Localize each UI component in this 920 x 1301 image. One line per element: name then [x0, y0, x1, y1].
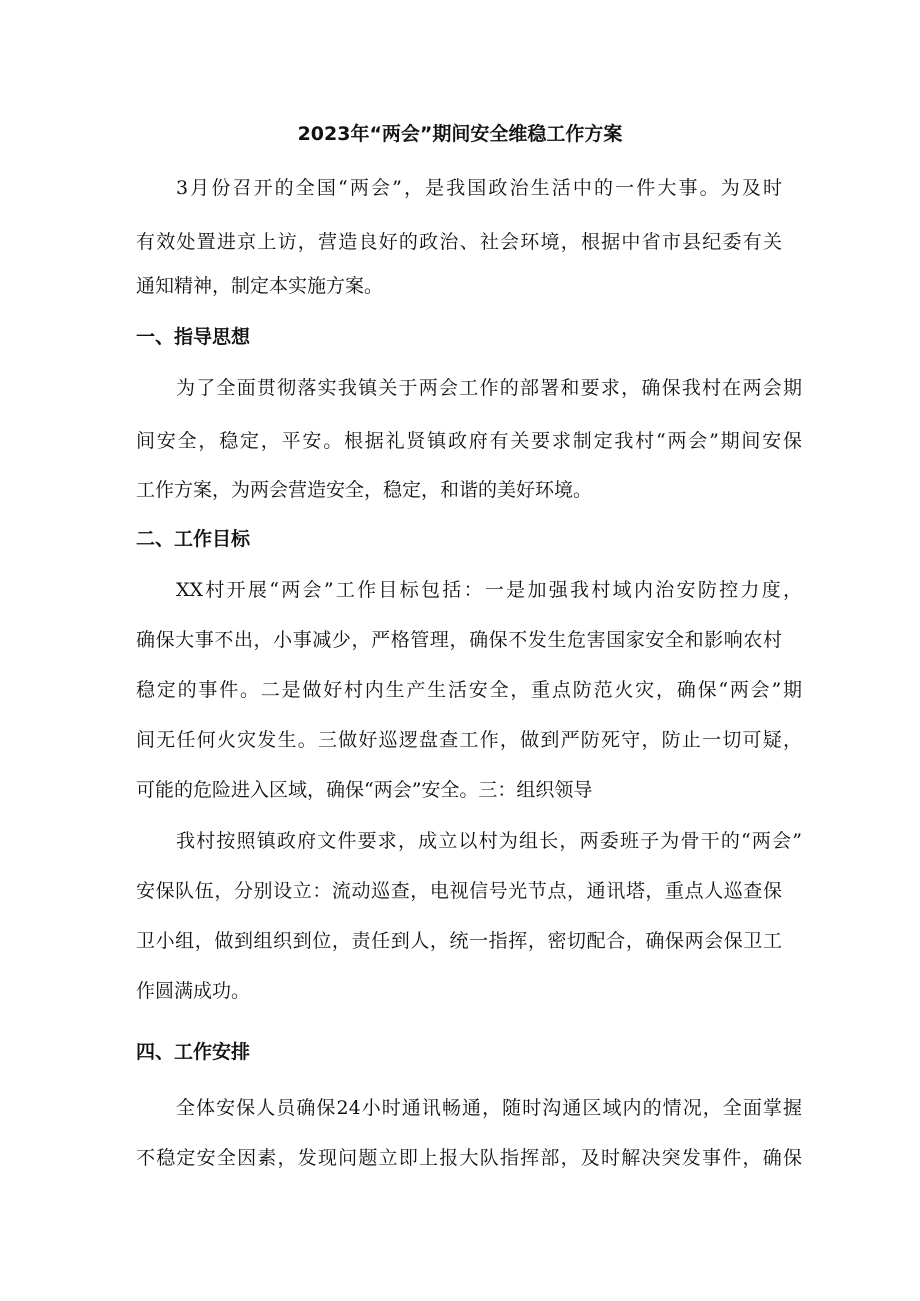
- section2-line-2: 确保大事不出，小事减少，严格管理，确保不发生危害国家安全和影响农村: [136, 629, 782, 651]
- section3-line-1: 我村按照镇政府文件要求，成立以村为组长，两委班子为骨干的“两会”: [176, 830, 802, 852]
- section2-line-5: 可能的危险进入区域，确保“两会”安全。三：组织领导: [136, 779, 593, 801]
- intro-line-3: 通知精神，制定本实施方案。: [136, 275, 384, 297]
- section-heading-work-arrangement: 四、工作安排: [136, 1041, 251, 1063]
- section4-line-1: 全体安保人员确保24小时通讯畅通，随时沟通区域内的情况，全面掌握: [176, 1097, 802, 1119]
- section3-line-2: 安保队伍，分别设立：流动巡查，电视信号光节点，通讯塔，重点人巡查保: [136, 880, 782, 902]
- section2-line-4: 间无任何火灾发生。三做好巡逻盘查工作，做到严防死守，防止一切可疑，: [136, 729, 802, 751]
- section2-line-1: XX村开展“两会”工作目标包括：一是加强我村域内治安防控力度，: [176, 579, 802, 601]
- section1-line-3: 工作方案，为两会营造安全，稳定，和谐的美好环境。: [136, 479, 593, 501]
- section-heading-guiding-ideology: 一、指导思想: [136, 326, 251, 348]
- section1-line-1: 为了全面贯彻落实我镇关于两会工作的部署和要求，确保我村在两会期: [176, 377, 802, 399]
- intro-line-1: 3月份召开的全国“两会”，是我国政治生活中的一件大事。为及时: [176, 177, 782, 199]
- section3-line-4: 作圆满成功。: [136, 980, 251, 1002]
- document-title: 2023年“两会”期间安全维稳工作方案: [297, 123, 623, 145]
- intro-line-2: 有效处置进京上访，营造良好的政治、社会环境，根据中省市县纪委有关: [136, 231, 782, 253]
- section1-line-2: 间安全，稳定，平安。根据礼贤镇政府有关要求制定我村“两会”期间安保: [136, 430, 802, 452]
- section2-line-3: 稳定的事件。二是做好村内生产生活安全，重点防范火灾，确保“两会”期: [136, 679, 802, 701]
- section-heading-work-goals: 二、工作目标: [136, 528, 251, 550]
- section4-line-2: 不稳定安全因素，发现问题立即上报大队指挥部，及时解决突发事件，确保: [136, 1147, 802, 1169]
- section3-line-3: 卫小组，做到组织到位，责任到人，统一指挥，密切配合，确保两会保卫工: [136, 930, 782, 952]
